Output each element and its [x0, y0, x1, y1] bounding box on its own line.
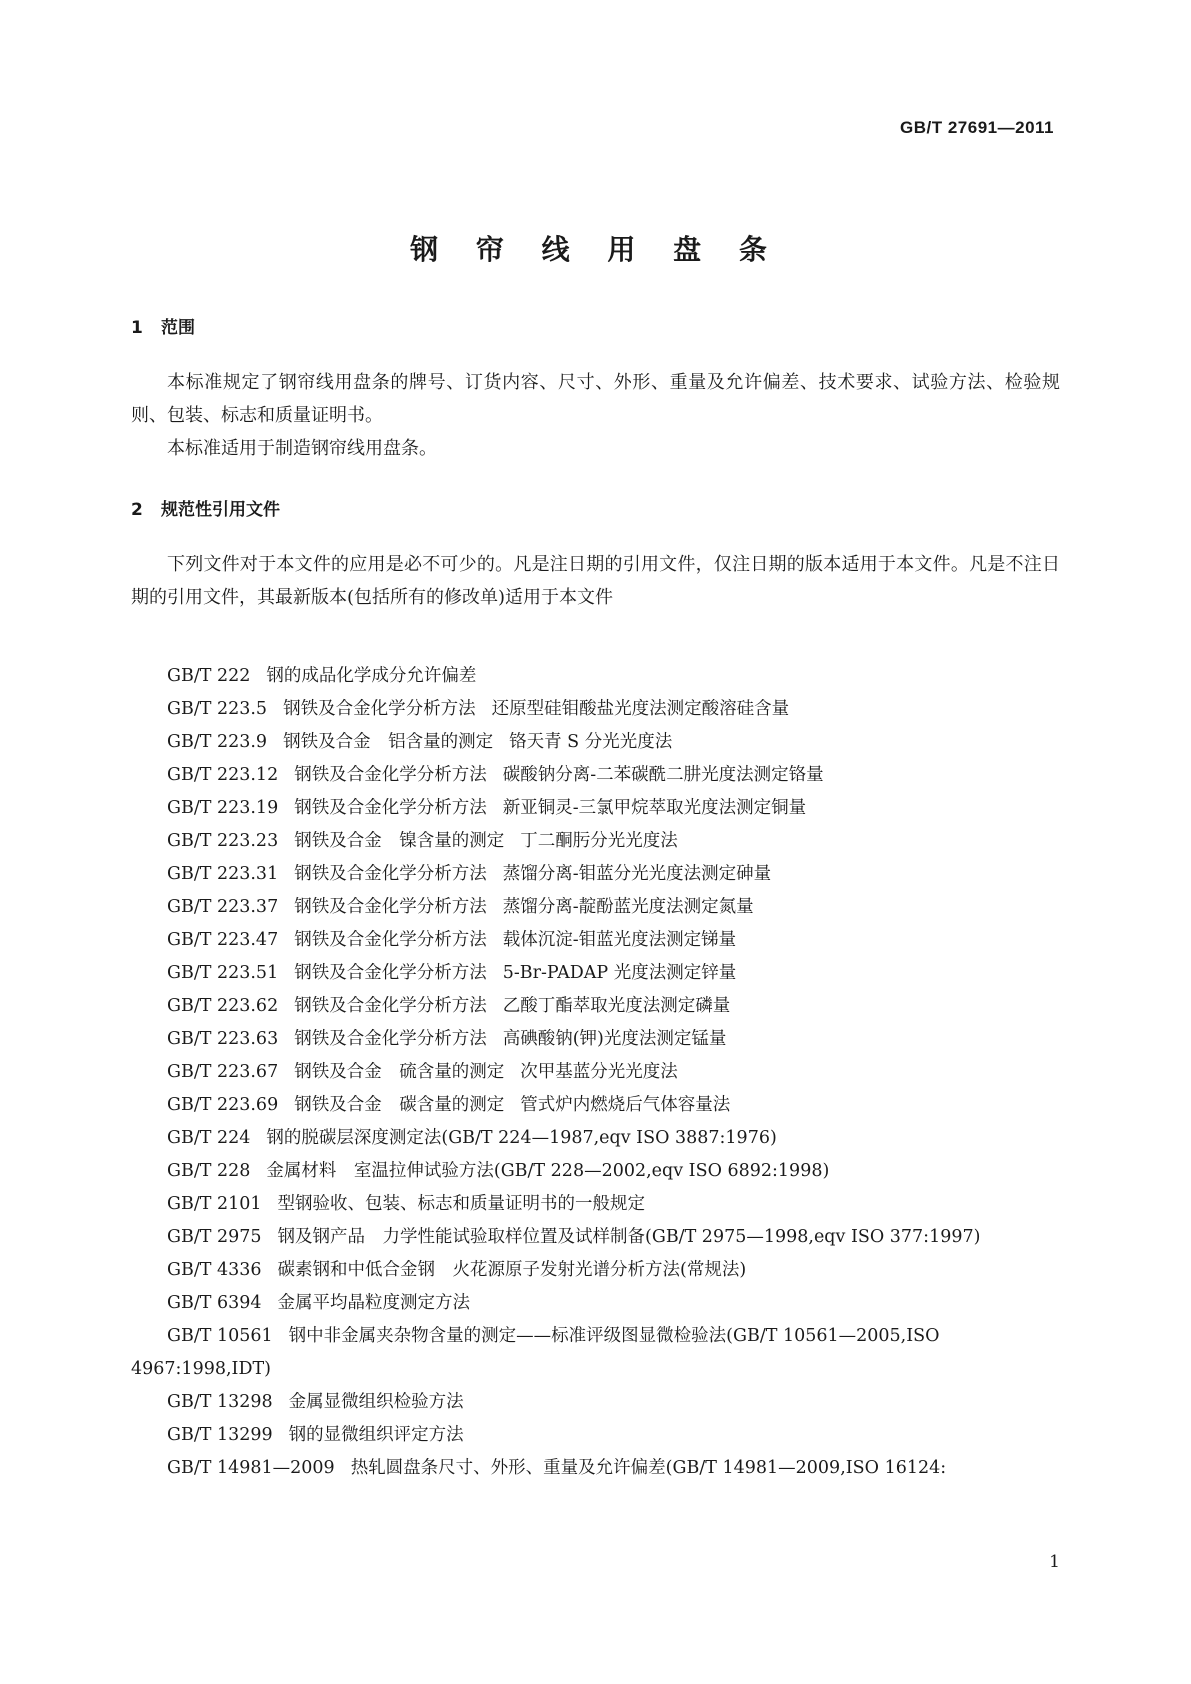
reference-item: [131, 990, 1060, 1023]
reference-title: 钢铁及合金化学分析方法: [294, 765, 487, 785]
reference-code: GB/T 10561: [167, 1326, 273, 1346]
references-intro: 下列文件对于本文件的应用是必不可少的。凡是注日期的引用文件，仅注日期的版本适用于本文件。凡是不注日期的引用文件，其最新版本(包括所有的修改单)适用于本文件: [131, 554, 1060, 608]
reference-code: GB/T 228: [167, 1161, 251, 1181]
reference-code: GB/T 223.67: [167, 1062, 279, 1082]
reference-code: GB/T 14981—2009: [167, 1458, 335, 1478]
reference-code: GB/T 224: [167, 1128, 251, 1148]
reference-title: 钢铁及合金化学分析方法: [294, 963, 487, 983]
reference-title: 钢的显微组织评定方法: [288, 1425, 464, 1445]
reference-subtitle: 还原型硅钼酸盐光度法测定酸溶硅含量: [491, 699, 790, 719]
reference-item: [131, 858, 1060, 891]
reference-item: [131, 1089, 1060, 1122]
standard-code: GB/T 27691—2011: [900, 118, 1054, 137]
reference-title: 钢铁及合金化学分析方法: [294, 930, 487, 950]
reference-item: [131, 1122, 1060, 1155]
reference-item: [131, 1023, 1060, 1056]
reference-item: [131, 1386, 1060, 1419]
reference-subtitle: 丁二酮肟分光光度法: [520, 831, 678, 851]
reference-item: [131, 1188, 1060, 1221]
reference-title: 钢铁及合金化学分析方法: [294, 798, 487, 818]
reference-title: 钢的成品化学成分允许偏差: [266, 666, 477, 686]
reference-code: GB/T 6394: [167, 1293, 262, 1313]
reference-title: 钢铁及合金化学分析方法: [294, 996, 487, 1016]
reference-title: 碳素钢和中低合金钢 火花源原子发射光谱分析方法(常规法): [277, 1260, 747, 1280]
scope-paragraph-2: 本标准适用于制造钢帘线用盘条。: [167, 438, 437, 459]
reference-item: [131, 1452, 1060, 1485]
reference-title: 钢中非金属夹杂物含量的测定——标准评级图显微检验法(GB/T 10561—2005,ISO 4967:1998,IDT): [131, 1326, 940, 1379]
reference-item: [131, 792, 1060, 825]
reference-title: 钢铁及合金化学分析方法: [294, 897, 487, 917]
reference-subtitle: 5-Br-PADAP 光度法测定锌量: [502, 963, 737, 983]
reference-title: 金属材料 室温拉伸试验方法(GB/T 228—2002,eqv ISO 6892:1998): [266, 1161, 830, 1181]
reference-subtitle: 次甲基蓝分光光度法: [520, 1062, 678, 1082]
reference-subtitle: 管式炉内燃烧后气体容量法: [520, 1095, 731, 1115]
section-heading-scope: [131, 313, 195, 338]
reference-item: [131, 1320, 1060, 1386]
reference-list: [131, 660, 1060, 1485]
reference-title: 金属显微组织检验方法: [288, 1392, 464, 1412]
reference-item: [131, 891, 1060, 924]
reference-title: 钢铁及合金化学分析方法: [294, 864, 487, 884]
reference-item: [131, 1221, 1060, 1254]
section-title: 规范性引用文件: [161, 500, 280, 520]
reference-code: GB/T 223.63: [167, 1029, 279, 1049]
reference-code: GB/T 13298: [167, 1392, 273, 1412]
reference-subtitle: 蒸馏分离-靛酚蓝光度法测定氮量: [502, 897, 754, 917]
reference-title: 钢铁及合金 硫含量的测定: [294, 1062, 505, 1082]
reference-title: 钢铁及合金 镍含量的测定: [294, 831, 505, 851]
page-number: 1: [1049, 1552, 1060, 1572]
section-number: 1: [131, 318, 143, 338]
reference-title: 型钢验收、包装、标志和质量证明书的一般规定: [277, 1194, 646, 1214]
reference-item: [131, 759, 1060, 792]
reference-title: 钢铁及合金化学分析方法: [294, 1029, 487, 1049]
reference-subtitle: 乙酸丁酯萃取光度法测定磷量: [502, 996, 731, 1016]
reference-title: 钢铁及合金 铝含量的测定: [283, 732, 494, 752]
reference-subtitle: 新亚铜灵-三氯甲烷萃取光度法测定铜量: [502, 798, 807, 818]
reference-item: [131, 957, 1060, 990]
document-title: 钢 帘 线 用 盘 条: [410, 233, 781, 266]
reference-item: [131, 1056, 1060, 1089]
reference-item: [131, 660, 1060, 693]
reference-title: 钢及钢产品 力学性能试验取样位置及试样制备(GB/T 2975—1998,eqv ISO 377:1997): [277, 1227, 981, 1247]
reference-code: GB/T 223.69: [167, 1095, 279, 1115]
reference-title: 钢铁及合金化学分析方法: [283, 699, 476, 719]
reference-item: [131, 1287, 1060, 1320]
reference-code: GB/T 223.62: [167, 996, 279, 1016]
reference-item: [131, 924, 1060, 957]
reference-title: 金属平均晶粒度测定方法: [277, 1293, 471, 1313]
reference-code: GB/T 4336: [167, 1260, 262, 1280]
section-title: 范围: [161, 318, 195, 338]
reference-subtitle: 载体沉淀-钼蓝光度法测定锑量: [502, 930, 737, 950]
reference-code: GB/T 2101: [167, 1194, 262, 1214]
reference-item: [131, 1254, 1060, 1287]
reference-code: GB/T 223.31: [167, 864, 279, 884]
reference-code: GB/T 223.47: [167, 930, 279, 950]
reference-code: GB/T 222: [167, 666, 251, 686]
reference-code: GB/T 223.12: [167, 765, 279, 785]
section-heading-normative-references: [131, 495, 280, 520]
reference-subtitle: 高碘酸钠(钾)光度法测定锰量: [502, 1029, 727, 1049]
reference-subtitle: 蒸馏分离-钼蓝分光光度法测定砷量: [502, 864, 772, 884]
reference-code: GB/T 223.5: [167, 699, 268, 719]
reference-item: [131, 825, 1060, 858]
reference-item: [131, 1155, 1060, 1188]
reference-code: GB/T 13299: [167, 1425, 273, 1445]
reference-code: GB/T 2975: [167, 1227, 262, 1247]
reference-title: 钢铁及合金 碳含量的测定: [294, 1095, 505, 1115]
reference-code: GB/T 223.51: [167, 963, 279, 983]
reference-code: GB/T 223.37: [167, 897, 279, 917]
scope-paragraph-1: 本标准规定了钢帘线用盘条的牌号、订货内容、尺寸、外形、重量及允许偏差、技术要求、试验方法、检验规则、包装、标志和质量证明书。: [131, 372, 1060, 426]
reference-code: GB/T 223.23: [167, 831, 279, 851]
reference-item: [131, 726, 1060, 759]
section-number: 2: [131, 500, 143, 520]
reference-item: [131, 1419, 1060, 1452]
reference-subtitle: 碳酸钠分离-二苯碳酰二肼光度法测定铬量: [502, 765, 824, 785]
reference-title: 钢的脱碳层深度测定法(GB/T 224—1987,eqv ISO 3887:1976): [266, 1128, 777, 1148]
reference-title: 热轧圆盘条尺寸、外形、重量及允许偏差(GB/T 14981—2009,ISO 16124:: [350, 1458, 947, 1478]
reference-code: GB/T 223.9: [167, 732, 268, 752]
reference-subtitle: 铬天青 S 分光光度法: [509, 732, 673, 752]
reference-code: GB/T 223.19: [167, 798, 279, 818]
reference-item: [131, 693, 1060, 726]
